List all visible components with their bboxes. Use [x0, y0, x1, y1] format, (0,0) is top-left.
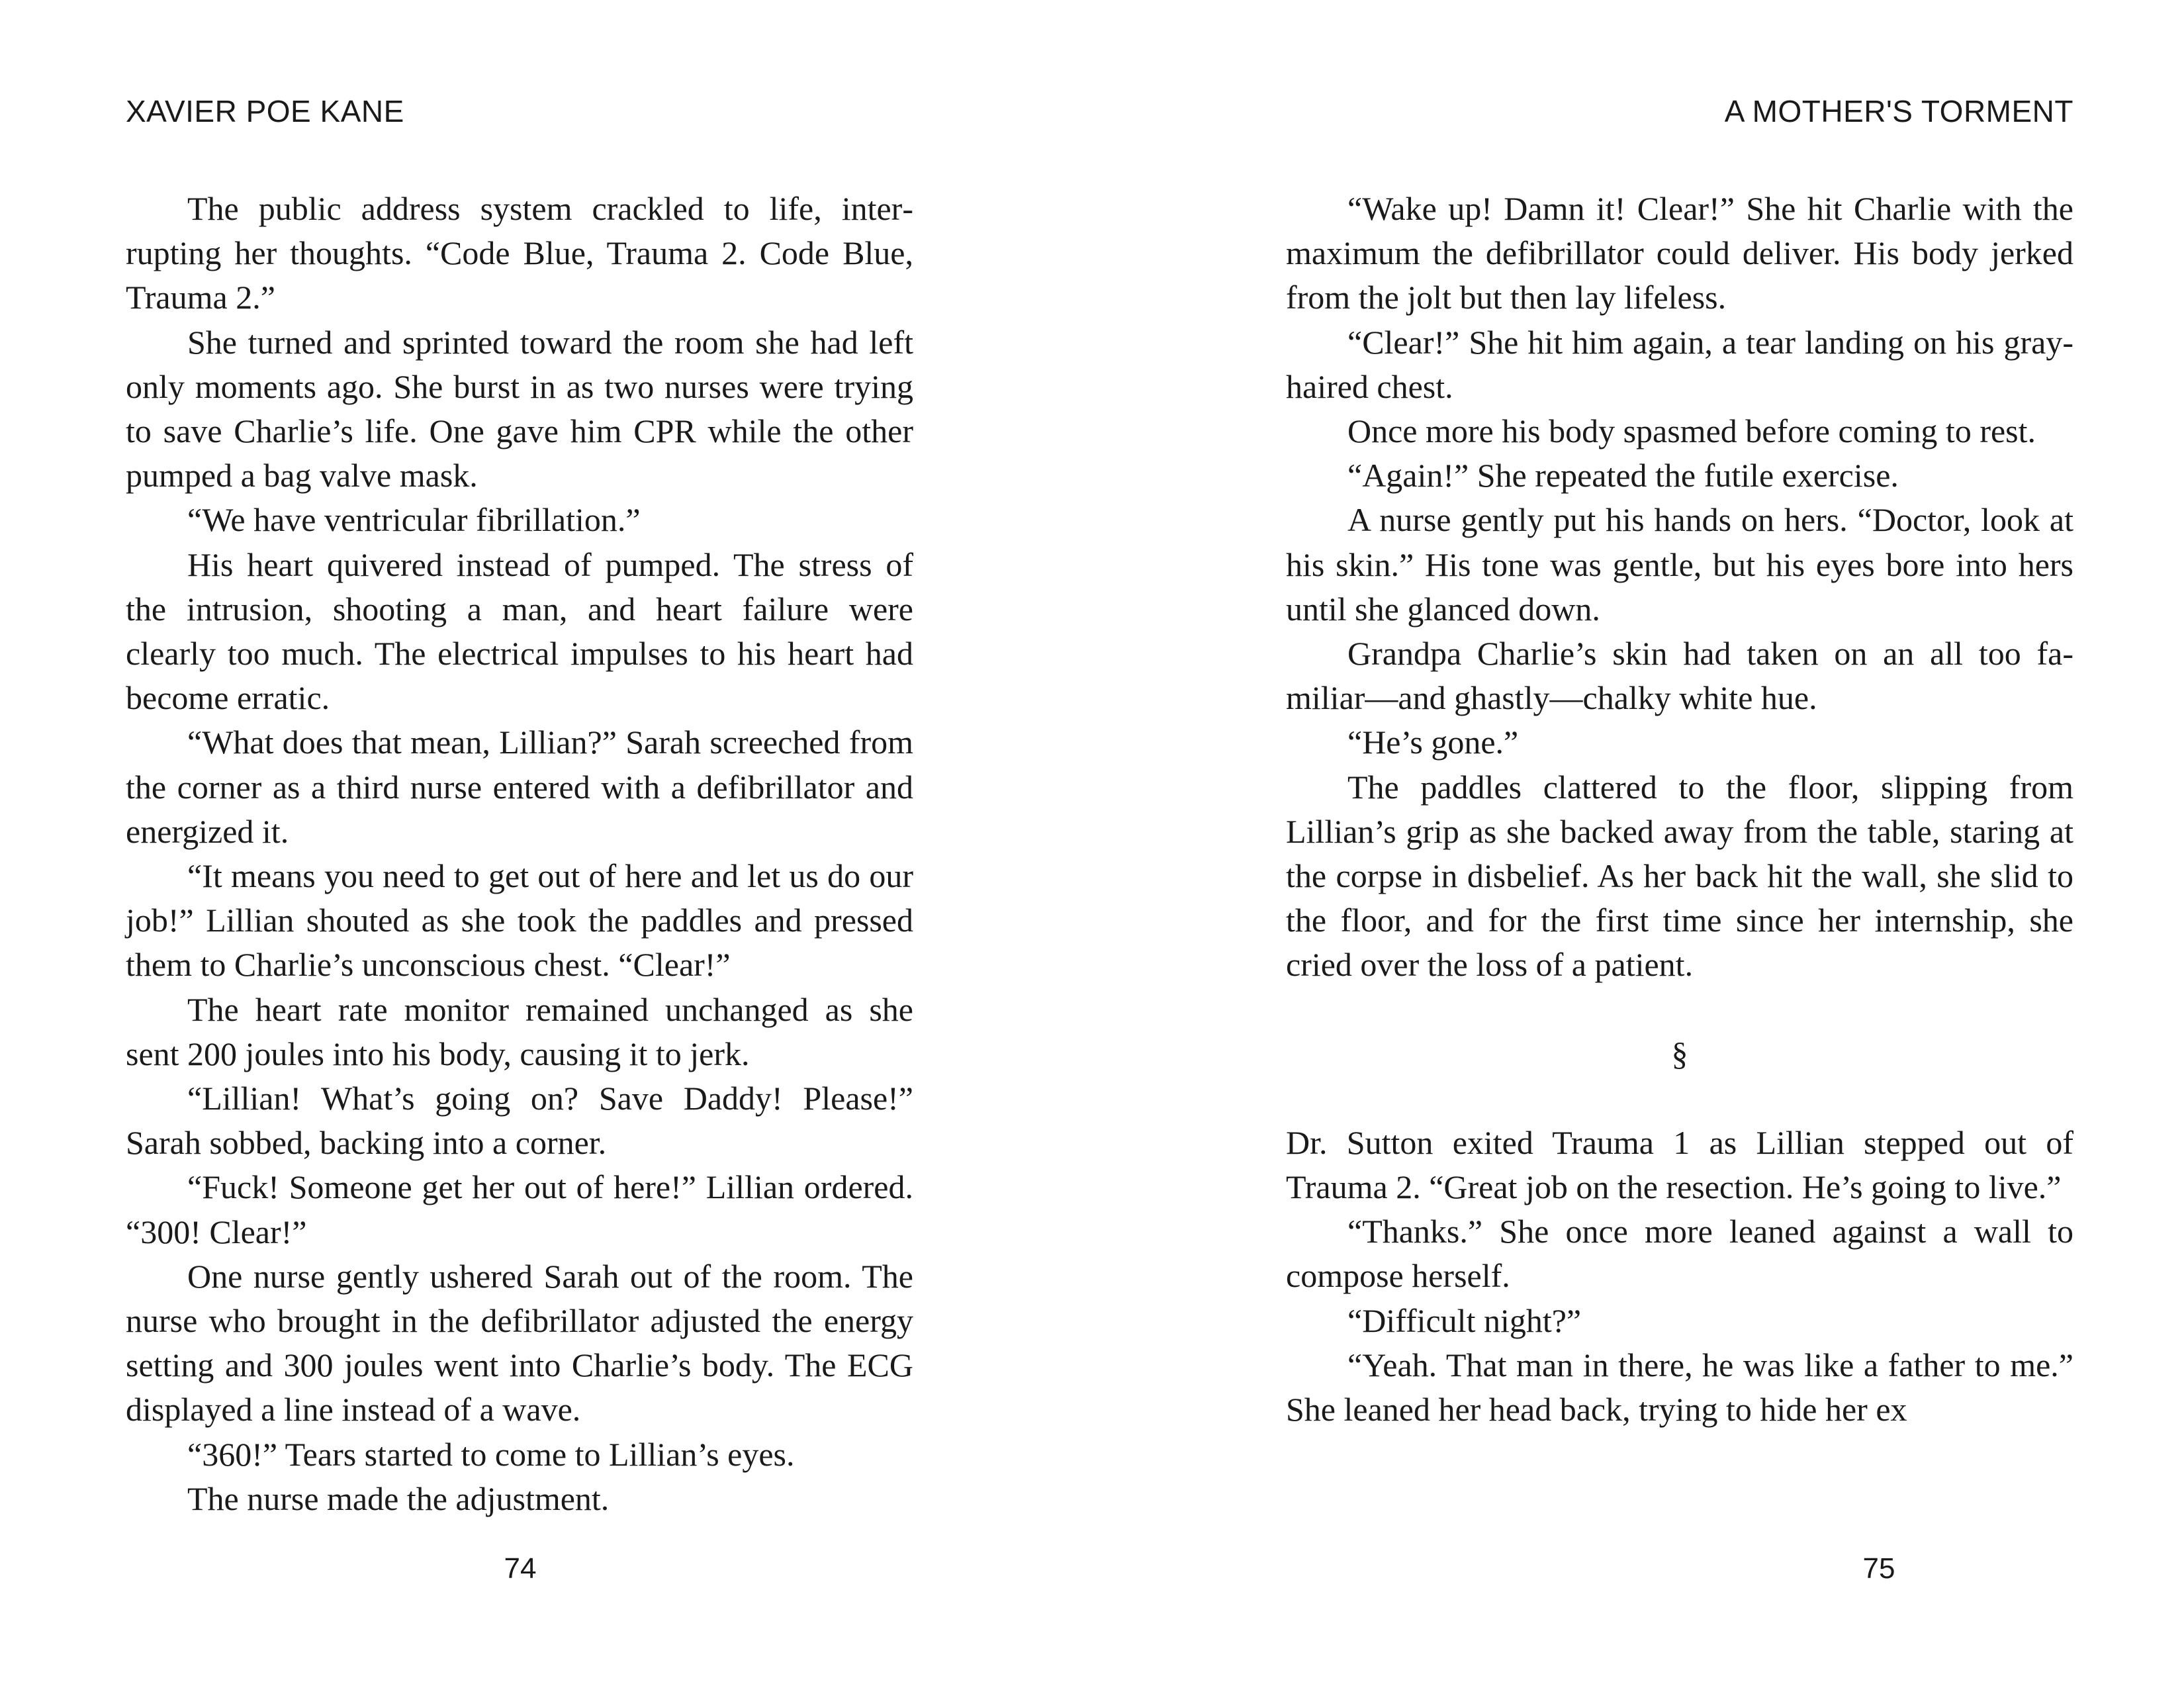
paragraph: The nurse made the adjustment. [187, 1479, 610, 1517]
running-head-title: A MOTHER'S TORMENT [1724, 94, 2073, 128]
paragraph: The heart rate monitor remained unchanged as she sent 200 joules into his body, causing it to jerk. [126, 990, 913, 1072]
paragraph: A nurse gently put his hands on hers. “Doctor, look at his skin.” His tone was gentle, but his eyes bore into hers until she glanced down. [1286, 501, 2073, 628]
paragraph: “Difficult night?” [1347, 1301, 1582, 1339]
page-number: 75 [1862, 1552, 1895, 1585]
paragraph: She turned and sprinted toward the room she had left only moments ago. She burst in as two nurses were trying to save Charlie’s life. One gave him CPR while the other pumped a bag valve mask. [126, 323, 913, 494]
page-number: 74 [504, 1552, 537, 1585]
paragraph: “360!” Tears started to come to Lillian’s eyes. [187, 1435, 795, 1473]
paragraph: “It means you need to get out of here and let us do our job!” Lillian shouted as she took the paddles and pressed them to Charlie’s unconscious chest. “Clear!” [126, 857, 913, 984]
paragraph: Grandpa Charlie’s skin had taken on an all too familiar—and ghastly—chalky white hue. [1286, 635, 2073, 717]
right-page-body-text [1286, 187, 2073, 1432]
paragraph: “Yeah. That man in there, he was like a father to me.” She leaned her head back, trying to hide her ex [1286, 1346, 2073, 1429]
paragraph: “Lillian! What’s going on? Save Daddy! Please!” Sarah sobbed, backing into a corner. [126, 1080, 913, 1162]
paragraph: “Wake up! Damn it! Clear!” She hit Charlie with the maximum the defibrillator could deliver. His body jerked from the jolt but then lay lifeless. [1286, 190, 2073, 316]
paragraph: Once more his body spasmed before coming to rest. [1347, 412, 2036, 450]
scene-break: § [1671, 1035, 1688, 1072]
paragraph: Dr. Sutton exited Trauma 1 as Lillian stepped out of Trauma 2. “Great job on the resection. He’s going to live.” [1286, 1123, 2073, 1206]
paragraph: “Clear!” She hit him again, a tear landing on his gray-haired chest. [1286, 323, 2073, 405]
paragraph: “Thanks.” She once more leaned against a wall to compose herself. [1286, 1213, 2073, 1295]
paragraph: “We have ventricular fibrillation.” [187, 501, 641, 539]
paragraph: The public address system crackled to life, interrupting her thoughts. “Code Blue, Trauma 2. Code Blue, Trauma 2.” [126, 190, 913, 316]
paragraph: His heart quivered instead of pumped. The stress of the intrusion, shooting a man, and heart failure were clearly too much. The electrical impulses to his heart had become erratic. [126, 545, 913, 717]
left-page-body-text [126, 187, 913, 1521]
paragraph: “Fuck! Someone get her out of here!” Lillian ordered. “300! Clear!” [126, 1168, 913, 1250]
paragraph: “What does that mean, Lillian?” Sarah screeched from the corner as a third nurse entered with a defibrillator and energized it. [126, 724, 913, 850]
paragraph: “He’s gone.” [1347, 724, 1519, 761]
running-head-author: XAVIER POE KANE [126, 94, 404, 128]
paragraph: The paddles clattered to the floor, slipping from Lillian’s grip as she backed away from the table, staring at the corpse in disbelief. As her back hit the wall, she slid to the floor, and for the first time since her internship, she cried over the loss of a patient. [1286, 768, 2073, 984]
right-page [1092, 0, 2184, 1688]
paragraph: One nurse gently ushered Sarah out of the room. The nurse who brought in the defibrillator adjusted the energy setting and 300 joules went into Charlie’s body. The ECG displayed a line instead of a wave. [126, 1257, 913, 1429]
paragraph: “Again!” She repeated the futile exercise. [1347, 457, 1899, 494]
